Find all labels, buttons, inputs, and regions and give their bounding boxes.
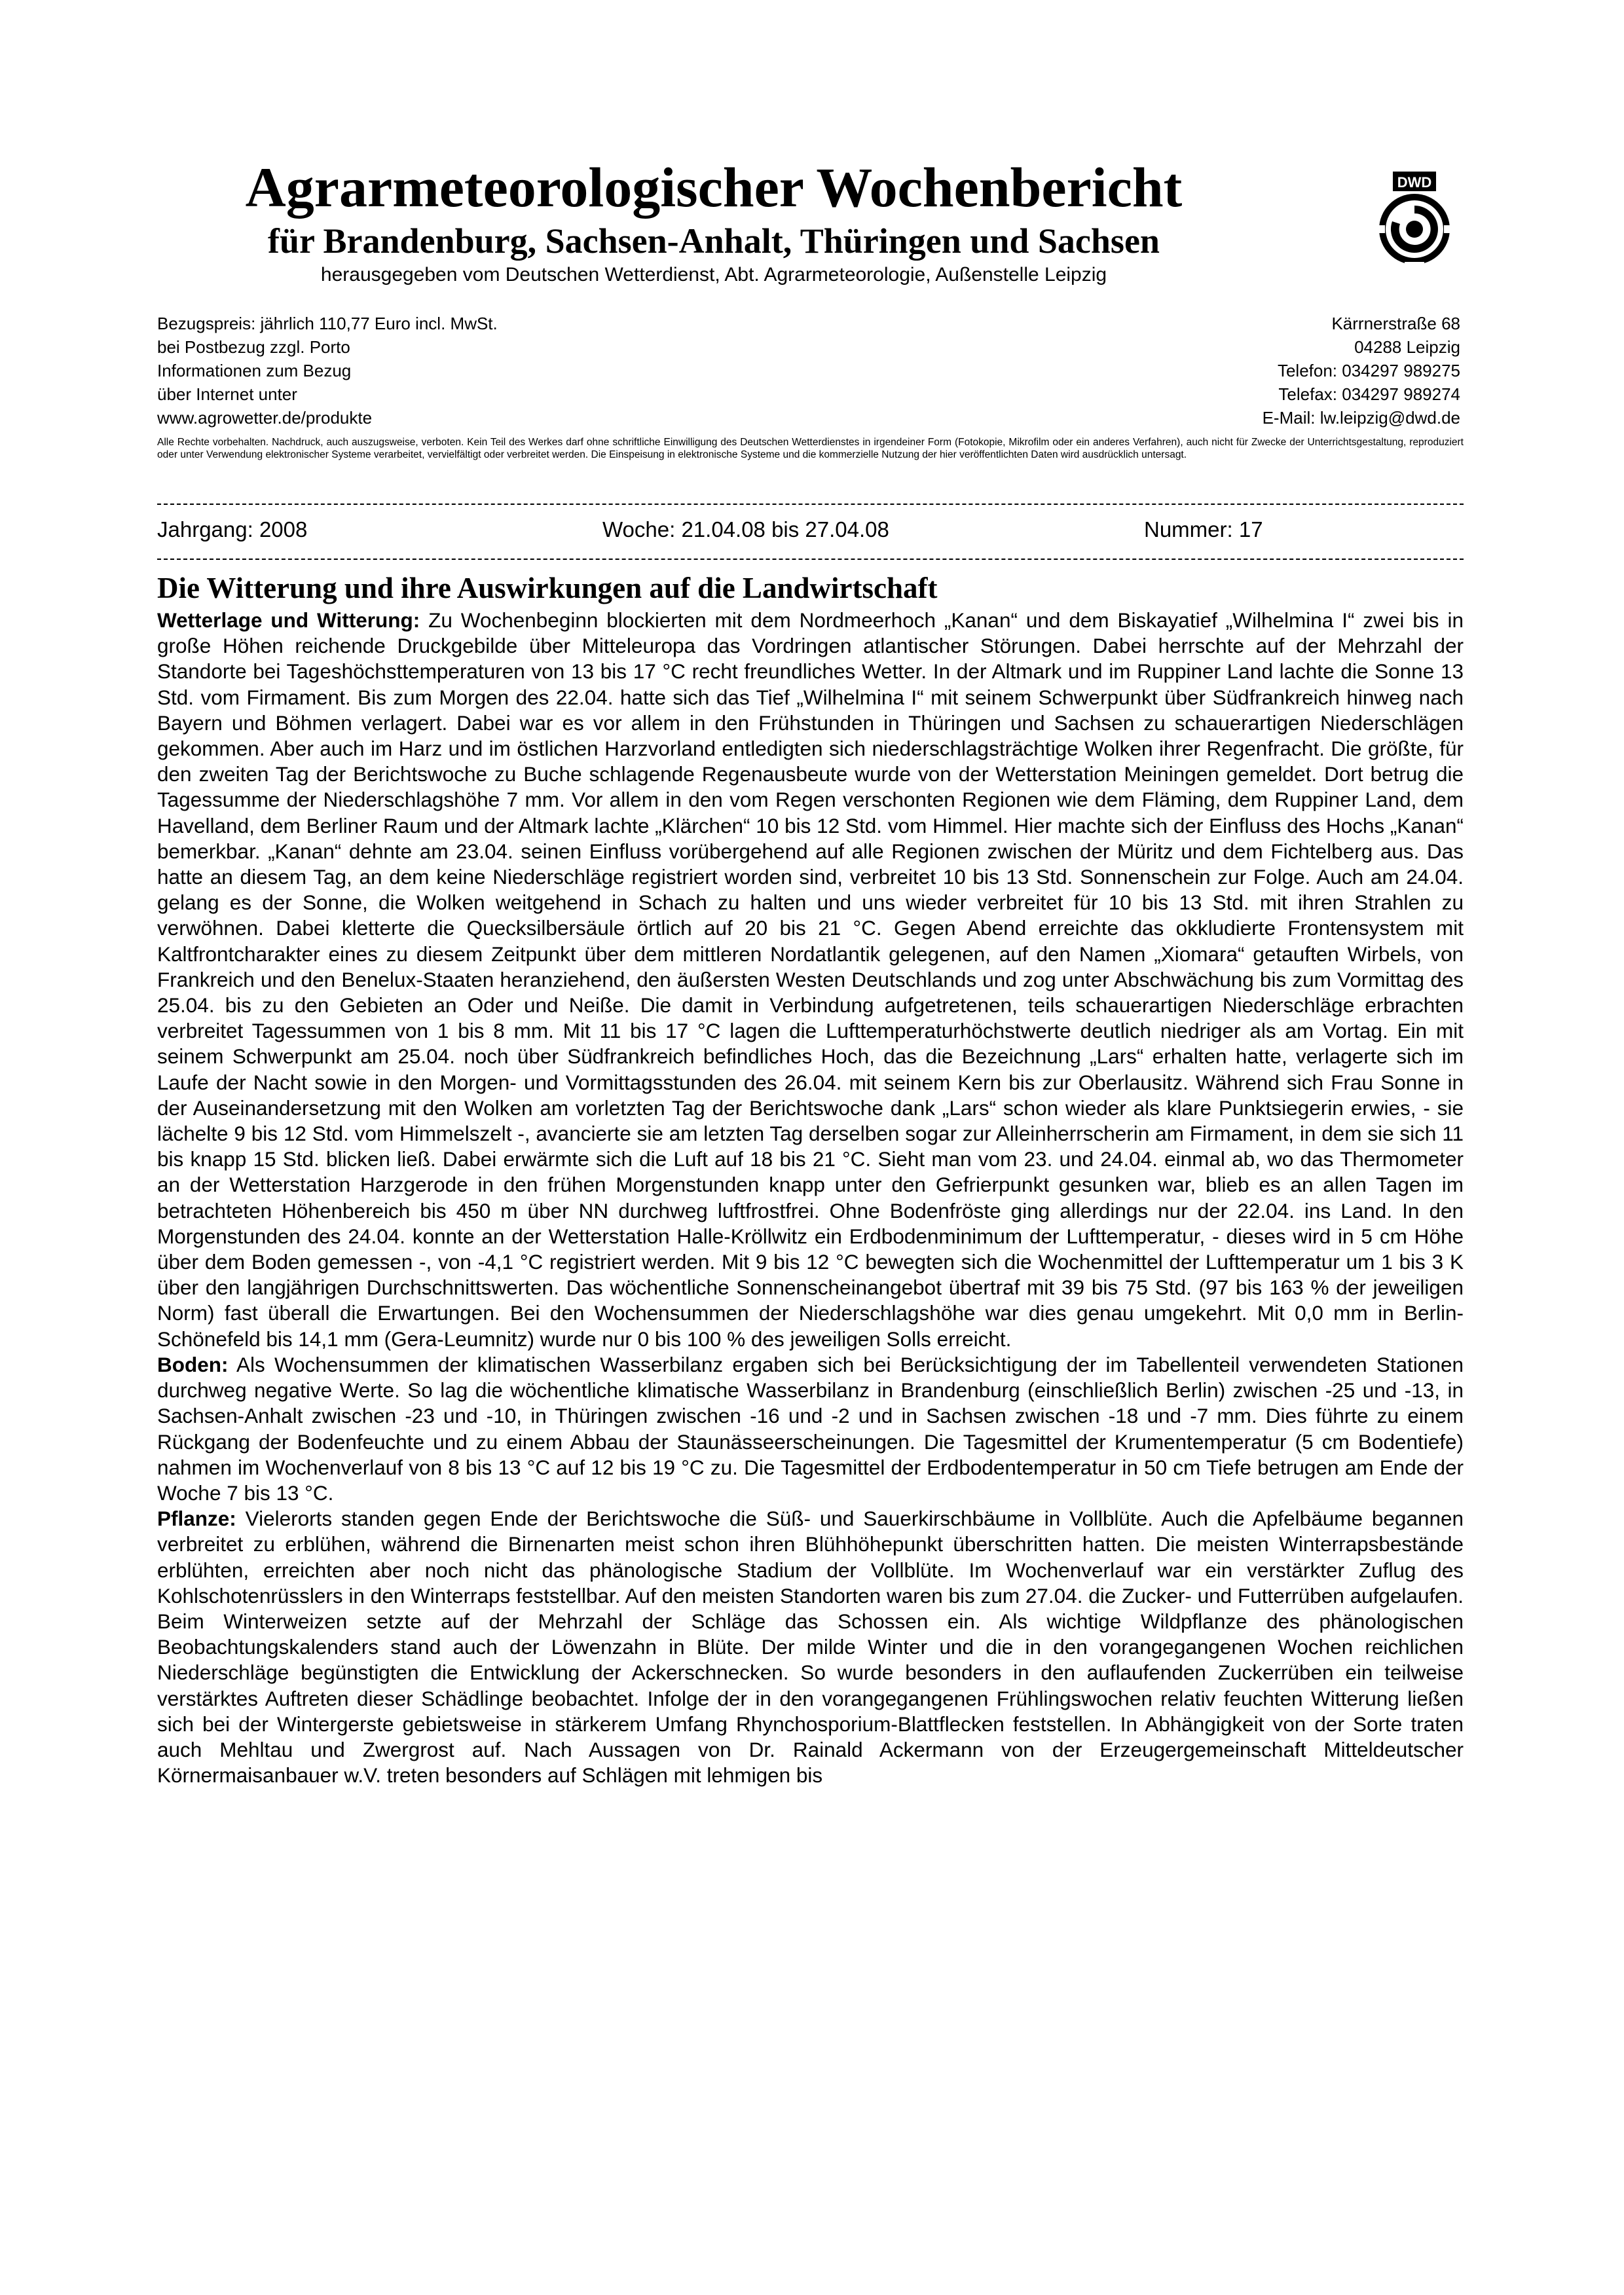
divider-top [157, 504, 1464, 505]
dwd-logo-icon [1365, 172, 1464, 270]
internet-line: über Internet unter [157, 384, 297, 404]
publisher-line: herausgegeben vom Deutschen Wetterdienst, Abt. Agrarmeteorologie, Außenstelle Leipzig [320, 264, 1107, 285]
weather-label: Wetterlage und Witterung: [157, 608, 420, 632]
plant-text: Vielerorts standen gegen Ende der Berichtswoche die Süß- und Sauerkirschbäume in Vollblüte. Auch die Apfelbäume begannen verbreitet zu erblühen, während die Birnenarten meist schon ihren Blühhöhepunkt überschritten hatten. Die meisten Winterrapsbestände erblühten, erreichten aber noch nicht das phänologische Stadium der Vollblüte. Im Wochenverlauf war ein verstärkter Zuflug des Kohlschotenrüsslers in den Winterraps feststellbar. Auf den meisten Standorten waren bis zum 27.04. die Zucker- und Futterrüben aufgelaufen. Beim Winterweizen setzte auf der Mehrzahl der Schläge das Schossen ein. Als wichtige Wildpflanze des phänologischen Beobachtungskalenders stand auch der Löwenzahn in Blüte. Der milde Winter und die in den vorangegangenen Wochen reichlichen Niederschläge begünstigten die Entwicklung der Ackerschnecken. So wurde besonders in den auflaufenden Zuckerrüben ein teilweise verstärktes Auftreten dieser Schädlinge beobachtet. Infolge der in den vorangegangenen Frühlingswochen relativ feuchten Witterung ließen sich bei der Wintergerste gebietsweise in stärkerem Umfang Rhynchosporium-Blattflecken feststellen. In Abhängigkeit von der Sorte traten auch Mehltau und Zwergrost auf. Nach Aussagen von Dr. Rainald Ackermann von der Erzeugergemeinschaft Mitteldeutscher Körnermaisanbauer w.V. treten besonders auf Schlägen mit lehmigen bis [157, 1507, 1464, 1788]
email-link[interactable]: E-Mail: lw.leipzig@dwd.de [1262, 408, 1460, 428]
soil-text: Als Wochensummen der klimatischen Wasserbilanz ergaben sich bei Berücksichtigung der im Tabellenteil verwendeten Stationen durchweg negative Werte. So lag die wöchentliche klimatische Wasserbilanz in Brandenburg (einschließlich Berlin) zwischen -25 und -13, in Sachsen-Anhalt zwischen -23 und -10, in Thüringen zwischen -16 und -2 und in Sachsen zwischen -18 und -7 mm. Dies führte zu einem Rückgang der Bodenfeuchte und zu einem Abbau der Staunässeerscheinungen. Die Tagesmittel der Krumentemperatur (5 cm Bodentiefe) nahmen im Wochenverlauf von 8 bis 13 °C auf 12 bis 19 °C zu. Die Tagesmittel der Erdbodentemperatur in 50 cm Tiefe betrugen am Ende der Woche 7 bis 13 °C. [157, 1352, 1464, 1505]
website-link[interactable]: www.agrowetter.de/produkte [157, 408, 373, 428]
week-label: Woche: 21.04.08 bis 27.04.08 [602, 517, 889, 542]
weather-text: Zu Wochenbeginn blockierten mit dem Nordmeerhoch „Kanan“ und dem Biskayatief „Wilhelmina I“ zwei bis in große Höhen reichende Druckgebilde über Mitteleuropa das Vordringen atlantischer Störungen. Dabei herrschte auf der Mehrzahl der Standorte bei Tageshöchsttemperaturen von 13 bis 17 °C recht freundliches Wetter. In der Altmark und im Ruppiner Land lachte die Sonne 13 Std. vom Firmament. Bis zum Morgen des 22.04. hatte sich das Tief „Wilhelmina I“ mit seinem Schwerpunkt über Südfrankreich hinweg nach Bayern und Böhmen verlagert. Dabei war es vor allem in den Frühstunden in Thüringen und Sachsen zu schauerartigen Niederschlägen gekommen. Aber auch im Harz und im östlichen Harzvorland entledigten sich niederschlagsträchtige Wolken ihrer Regenfracht. Die größte, für den zweiten Tag der Berichtswoche zu Buche schlagende Regenausbeute wurde von der Wetterstation Meiningen gemeldet. Dort betrug die Tagessumme der Niederschlagshöhe 7 mm. Vor allem in den vom Regen verschonten Regionen wie dem Fläming, dem Ruppiner Land, dem Havelland, dem Berliner Raum und der Altmark lachte „Klärchen“ 10 bis 12 Std. vom Himmel. Hier machte sich der Einfluss des Hochs „Kanan“ bemerkbar. „Kanan“ dehnte am 23.04. seinen Einfluss vorübergehend auf alle Regionen zwischen der Müritz und dem Fichtelberg aus. Das hatte an diesem Tag, an dem keine Niederschläge registriert worden sind, verbreitet 10 bis 13 Std. Sonnenschein zur Folge. Auch am 24.04. gelang es der Sonne, die Wolken weitgehend in Schach zu halten und uns wieder verbreitet für 10 bis 13 Std. mit ihren Strahlen zu verwöhnen. Dabei kletterte die Quecksilbersäule örtlich auf 20 bis 21 °C. Gegen Abend erreichte das okkludierte Frontensystem mit Kaltfrontcharakter eines zu diesem Zeitpunkt über dem mittleren Nordatlantik gelegenen, auf den Namen „Xiomara“ getauften Wirbels, von Frankreich und den Benelux-Staaten heranziehend, den äußersten Westen Deutschlands und zog unter Abschwächung bis zum Vormittag des 25.04. bis zu den Gebieten an Oder und Neiße. Die damit in Verbindung aufgetretenen, teils schauerartigen Niederschläge erbrachten verbreitet Tagessummen von 1 bis 8 mm. Mit 11 bis 17 °C lagen die Lufttemperaturhöchstwerte deutlich niedriger als am Vortag. Ein mit seinem Schwerpunkt am 25.04. noch über Südfrankreich befindliches Hoch, das die Bezeichnung „Lars“ erhalten hatte, verlagerte sich im Laufe der Nacht sowie in den Morgen- und Vormittagsstunden des 26.04. mit seinem Kern bis zur Oberlausitz. Während sich Frau Sonne in der Auseinandersetzung mit den Wolken am vorletzten Tag der Berichtswoche dank „Lars“ schon wieder als klare Punktsiegerin erwies, - sie lächelte 9 bis 12 Std. vom Himmelszelt -, avancierte sie am letzten Tag derselben sogar zur Alleinherrscherin am Firmament, in dem sie sich 11 bis knapp 15 Std. blicken ließ. Dabei erwärmte sich die Luft auf 18 bis 21 °C. Sieht man vom 23. und 24.04. einmal ab, wo das Thermometer an der Wetterstation Harzgerode in den frühen Morgenstunden knapp unter den Gefrierpunkt gesunken war, blieb es an allen Tagen im betrachteten Höhenbereich bis 450 m über NN durchweg luftfrostfrei. Ohne Bodenfröste ging allerdings nur der 22.04. ins Land. In den Morgenstunden des 24.04. konnte an der Wetterstation Halle-Kröllwitz ein Erdbodenminimum der Lufttemperatur, - dieses wird in 5 cm Höhe über dem Boden gemessen -, von -4,1 °C registriert werden. Mit 9 bis 12 °C bewegten sich die Wochenmittel der Lufttemperatur um 1 bis 3 K über den langjährigen Durchschnittswerten. Das wöchentliche Sonnenscheinangebot übertraf mit 39 bis 75 Std. (97 bis 163 % der jeweiligen Norm) fast überall die Erwartungen. Bei den Wochensummen der Niederschlagshöhe war dies genau umgekehrt. Mit 0,0 mm in Berlin-Schönefeld bis 14,1 mm (Gera-Leumnitz) wurde nur 0 bis 100 % des jeweiligen Solls erreicht. [157, 608, 1464, 1351]
city-line: 04288 Leipzig [1354, 337, 1460, 357]
subscription-info [157, 312, 498, 430]
info-line: Informationen zum Bezug [157, 361, 352, 380]
divider-bottom [157, 559, 1464, 560]
logo-text: DWD [1397, 174, 1432, 191]
contact-info [1263, 312, 1460, 430]
soil-label: Boden: [157, 1352, 229, 1376]
plant-label: Pflanze: [157, 1507, 236, 1531]
issue-number: Nummer: 17 [1144, 517, 1263, 542]
paragraph-plant [157, 1506, 1464, 1788]
paragraph-soil [157, 1352, 1464, 1506]
report-title: Agrarmeteorologischer Wochenbericht [245, 156, 1183, 219]
dwd-logo [1365, 172, 1464, 270]
fax-line: Telefax: 034297 989274 [1278, 384, 1460, 404]
volume-label: Jahrgang: 2008 [157, 517, 308, 542]
report-subtitle: für Brandenburg, Sachsen-Anhalt, Thüringen und Sachsen [268, 221, 1160, 261]
price-line: Bezugspreis: jährlich 110,77 Euro incl. MwSt. [157, 314, 498, 333]
rights-notice: Alle Rechte vorbehalten. Nachdruck, auch auszugsweise, verboten. Kein Teil des Werkes darf ohne schriftliche Einwilligung des Deutschen Wetterdienstes in irgendeiner Form (Fotokopie, Mikrofilm oder ein anderes Verfahren), auch nicht für Zwecke der Unterrichtsgestaltung, reproduziert oder unter Verwendung elektronischer Systeme verarbeitet, vervielfältigt oder verbreitet werden. Die Einspeisung in elektronische Systeme und die kommerzielle Nutzung der hier veröffentlichten Daten wird ausdrücklich untersagt. [157, 437, 1464, 460]
street-line: Kärrnerstraße 68 [1331, 314, 1460, 333]
phone-line: Telefon: 034297 989275 [1277, 361, 1460, 380]
paragraph-weather [157, 608, 1464, 1352]
report-body [157, 608, 1464, 1788]
section-title: Die Witterung und ihre Auswirkungen auf die Landwirtschaft [157, 572, 938, 604]
postage-line: bei Postbezug zzgl. Porto [157, 337, 350, 357]
